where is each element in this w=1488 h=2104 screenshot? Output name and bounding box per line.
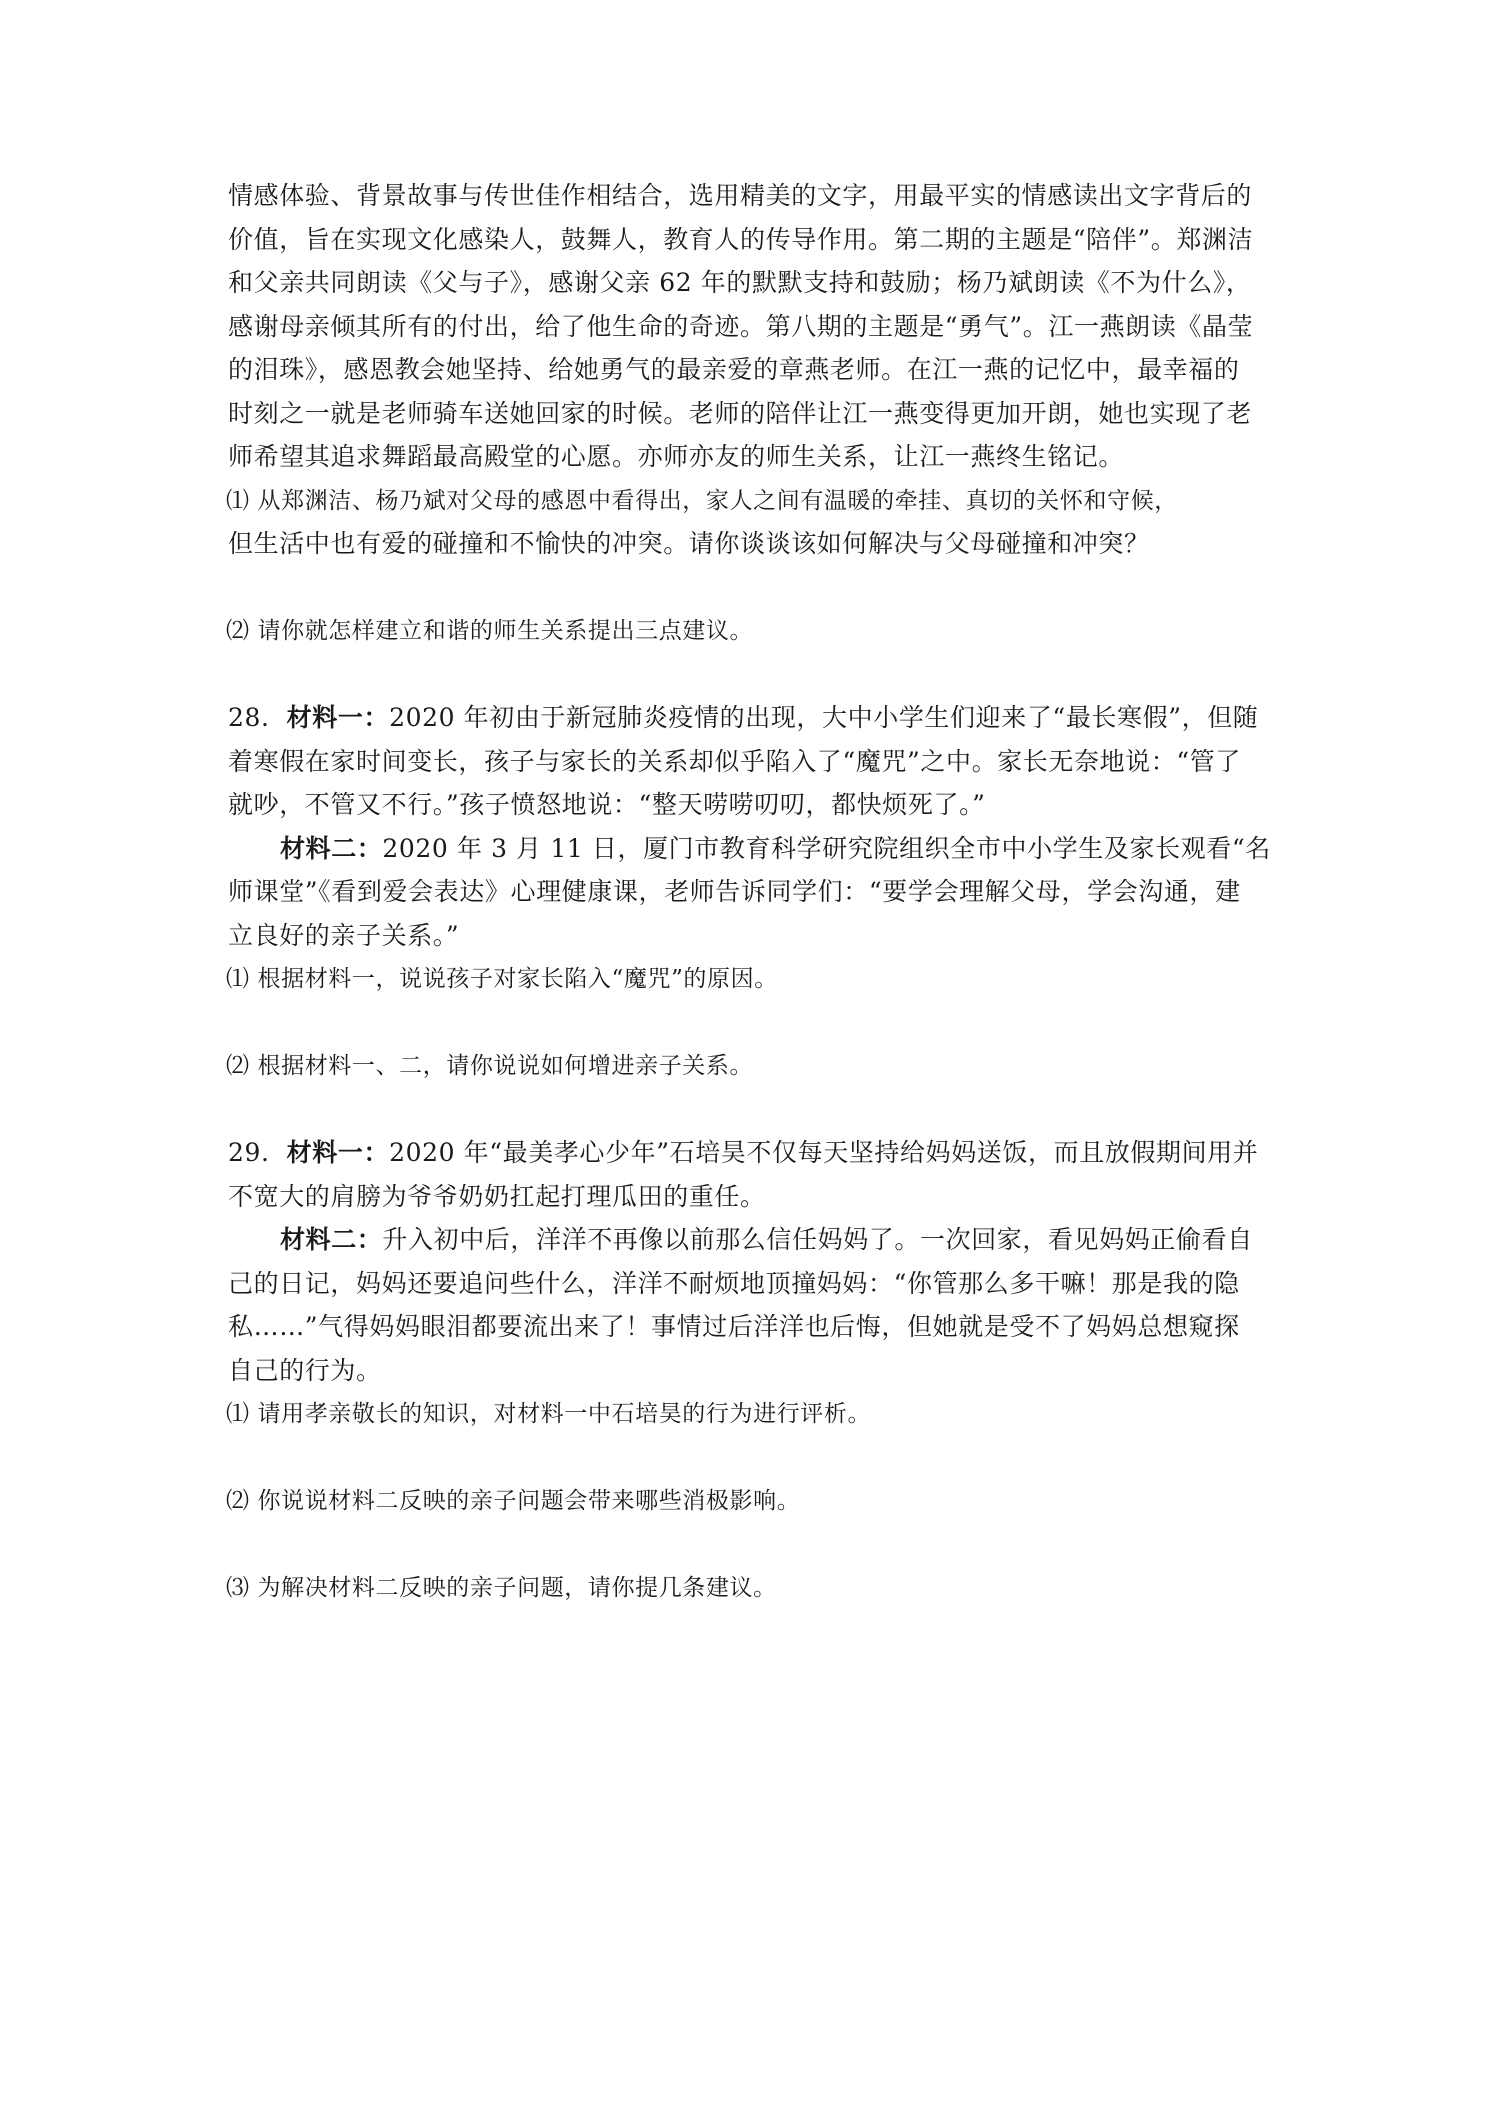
q28-question-2: ⑵ 根据材料一、二，请你说说如何增进亲子关系。: [226, 1053, 754, 1079]
intro-line-3: 和父亲共同朗读《父与子》，感谢父亲 62 年的默默支持和鼓励；杨乃斌朗读《不为什么》，: [228, 268, 1252, 297]
q29-question-2: ⑵ 你说说材料二反映的亲子问题会带来哪些消极影响。: [226, 1488, 801, 1514]
q29-material-2-line-1: [280, 1225, 1253, 1255]
q28-material-1-line-3: 就吵，不管又不行。”孩子愤怒地说：“整天唠唠叨叨，都快烦死了。”: [228, 790, 986, 819]
intro-line-7: 师希望其追求舞蹈最高殿堂的心愿。亦师亦友的师生关系，让江一燕终生铭记。: [228, 442, 1125, 471]
intro-question-2: ⑵ 请你就怎样建立和谐的师生关系提出三点建议。: [226, 618, 754, 644]
intro-line-2: 价值，旨在实现文化感染人，鼓舞人，教育人的传导作用。第二期的主题是“陪伴”。郑渊洁: [228, 225, 1254, 254]
q28-material-1-text: 2020 年初由于新冠肺炎疫情的出现，大中小学生们迎来了“最长寒假”，但随: [389, 703, 1259, 732]
q28-material-2-text: 2020 年 3 月 11 日，厦门市教育科学研究院组织全市中小学生及家长观看“名: [382, 834, 1271, 863]
q28-material-2-line-2: 师课堂”《看到爱会表达》心理健康课，老师告诉同学们：“要学会理解父母，学会沟通，建: [228, 877, 1241, 906]
q28-material-2-line-1: [280, 834, 1271, 864]
intro-line-6: 时刻之一就是老师骑车送她回家的时候。老师的陪伴让江一燕变得更加开朗，她也实现了老: [228, 399, 1253, 428]
q29-material-2-line-4: 自己的行为。: [228, 1356, 382, 1385]
q28-question-1: ⑴ 根据材料一，说说孩子对家长陷入“魔咒”的原因。: [226, 966, 778, 992]
q28-material-1-line-1: [228, 703, 1258, 733]
q29-material-1-label: 材料一：: [286, 1138, 390, 1167]
q28-material-1-line-2: 着寒假在家时间变长，孩子与家长的关系却似乎陷入了“魔咒”之中。家长无奈地说：“管了: [228, 747, 1241, 776]
q29-material-2-line-2: 己的日记，妈妈还要追问些什么，洋洋不耐烦地顶撞妈妈：“你管那么多干嘛！那是我的隐: [228, 1269, 1240, 1298]
q28-material-2-line-3: 立良好的亲子关系。”: [228, 921, 460, 950]
intro-question-1-line-2: 但生活中也有爱的碰撞和不愉快的冲突。请你谈谈该如何解决与父母碰撞和冲突？: [228, 529, 1150, 558]
intro-line-5: 的泪珠》，感恩教会她坚持、给她勇气的最亲爱的章燕老师。在江一燕的记忆中，最幸福的: [228, 355, 1240, 384]
intro-question-1-line-1: ⑴ 从郑渊洁、杨乃斌对父母的感恩中看得出，家人之间有温暖的牵挂、真切的关怀和守候，: [226, 488, 1178, 514]
q29-material-1-line-2: 不宽大的肩膀为爷爷奶奶扛起打理瓜田的重任。: [228, 1182, 766, 1211]
q29-question-3: ⑶ 为解决材料二反映的亲子问题，请你提几条建议。: [226, 1575, 777, 1601]
q28-material-2-label: 材料二：: [280, 834, 383, 863]
q29-question-1: ⑴ 请用孝亲敬长的知识，对材料一中石培昊的行为进行评析。: [226, 1401, 872, 1427]
q29-material-2-label: 材料二：: [280, 1225, 383, 1254]
q29-number: 29.: [228, 1138, 270, 1167]
q28-number: 28.: [228, 703, 270, 732]
q28-material-1-label: 材料一：: [286, 703, 390, 732]
q29-material-2-text: 升入初中后，洋洋不再像以前那么信任妈妈了。一次回家，看见妈妈正偷看自: [382, 1225, 1253, 1254]
intro-line-4: 感谢母亲倾其所有的付出，给了他生命的奇迹。第八期的主题是“勇气”。江一燕朗读《晶莹: [228, 312, 1254, 341]
q29-material-1-line-1: [228, 1138, 1258, 1168]
intro-line-1: 情感体验、背景故事与传世佳作相结合，选用精美的文字，用最平实的情感读出文字背后的: [228, 181, 1253, 210]
q29-material-2-line-3: 私……”气得妈妈眼泪都要流出来了！事情过后洋洋也后悔，但她就是受不了妈妈总想窥探: [228, 1312, 1240, 1341]
q29-material-1-text: 2020 年“最美孝心少年”石培昊不仅每天坚持给妈妈送饭，而且放假期间用并: [389, 1138, 1259, 1167]
